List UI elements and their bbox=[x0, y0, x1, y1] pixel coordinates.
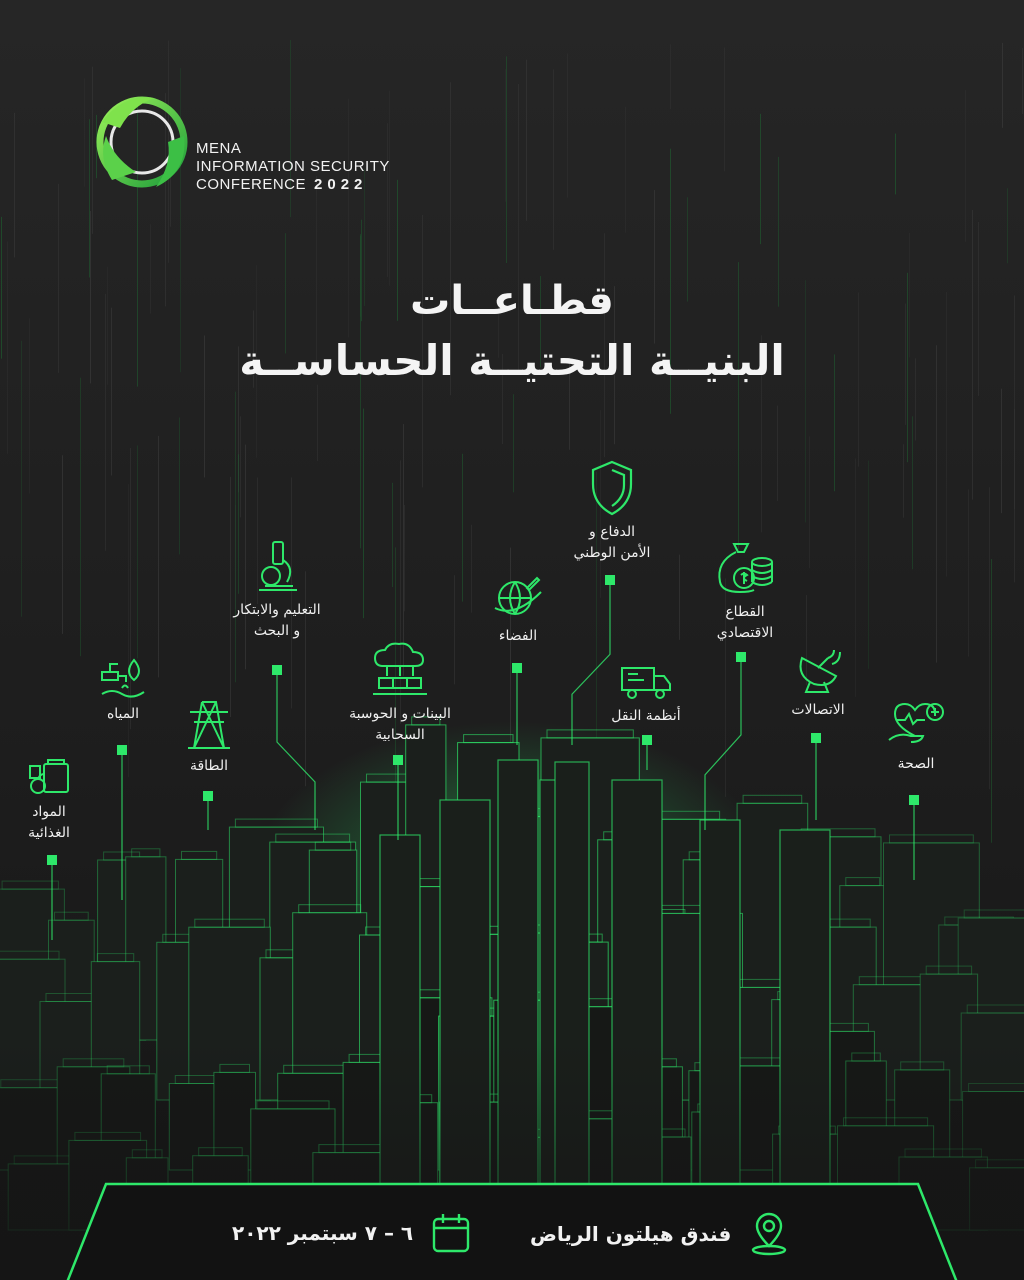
page-title: قطـاعــات bbox=[410, 278, 614, 324]
sector-cloud-label-1: البينات و الحوسبة bbox=[349, 706, 451, 722]
sector-education-label-1: التعليم والابتكار bbox=[233, 602, 321, 618]
sector-cloud-label-2: السحابية bbox=[375, 727, 425, 743]
logo-ring-icon bbox=[92, 92, 192, 192]
sector-space-label: الفضاء bbox=[498, 628, 538, 644]
cloud-network-icon bbox=[369, 642, 431, 698]
sector-water-label: المياه bbox=[106, 706, 140, 722]
sector-economy bbox=[700, 540, 790, 644]
food-basket-icon bbox=[26, 756, 72, 796]
sector-education bbox=[212, 540, 342, 642]
sector-transport-label: أنظمة النقل bbox=[611, 708, 681, 724]
sector-economy-label-2: الاقتصادي bbox=[716, 625, 774, 641]
logo-year: 2022 bbox=[314, 176, 368, 193]
location-pin-icon bbox=[749, 1212, 789, 1256]
sector-telecom bbox=[780, 644, 856, 721]
sector-transport bbox=[596, 664, 696, 727]
sector-defense-label-1: الدفاع و bbox=[588, 524, 636, 540]
sector-health bbox=[878, 700, 954, 775]
logo-line-1: MENA bbox=[196, 140, 242, 157]
sector-energy-label: الطاقة bbox=[189, 758, 229, 774]
sector-food-label-1: المواد bbox=[32, 804, 66, 820]
sector-education-label-2: و البحث bbox=[253, 623, 301, 639]
sector-water bbox=[88, 656, 158, 725]
sector-food bbox=[14, 756, 84, 844]
venue-text: فندق هيلتون الرياض bbox=[530, 1222, 732, 1246]
rocket-globe-icon bbox=[493, 574, 543, 620]
sector-space bbox=[480, 574, 556, 647]
heart-hand-icon bbox=[887, 700, 945, 748]
satellite-dish-icon bbox=[794, 644, 842, 694]
sector-food-label-2: الغذائية bbox=[28, 825, 70, 841]
sector-defense-label-2: الأمن الوطني bbox=[573, 545, 651, 561]
sector-health-label: الصحة bbox=[897, 756, 935, 772]
sector-cloud bbox=[330, 642, 470, 746]
calendar-icon bbox=[431, 1212, 471, 1254]
info-bar bbox=[58, 1182, 966, 1280]
power-tower-icon bbox=[186, 698, 232, 750]
shield-icon bbox=[589, 460, 635, 516]
sector-telecom-label: الاتصالات bbox=[791, 702, 845, 718]
water-tap-icon bbox=[98, 656, 148, 698]
logo-line-2: INFORMATION SECURITY bbox=[196, 158, 390, 175]
money-bag-icon bbox=[714, 540, 776, 596]
logo-line-3: CONFERENCE bbox=[196, 176, 307, 193]
venue-info bbox=[530, 1212, 789, 1256]
conference-logo bbox=[92, 92, 402, 202]
microscope-icon bbox=[255, 540, 299, 594]
sector-defense bbox=[552, 460, 672, 564]
sector-economy-label-1: القطاع bbox=[725, 604, 765, 620]
truck-icon bbox=[620, 664, 672, 700]
page-subtitle: البنيــة التحتيــة الحساســة bbox=[239, 336, 785, 385]
sector-energy bbox=[172, 698, 246, 777]
date-text: ٦ – ٧ سبتمبر ٢٠٢٢ bbox=[232, 1221, 414, 1245]
date-info bbox=[232, 1212, 471, 1254]
